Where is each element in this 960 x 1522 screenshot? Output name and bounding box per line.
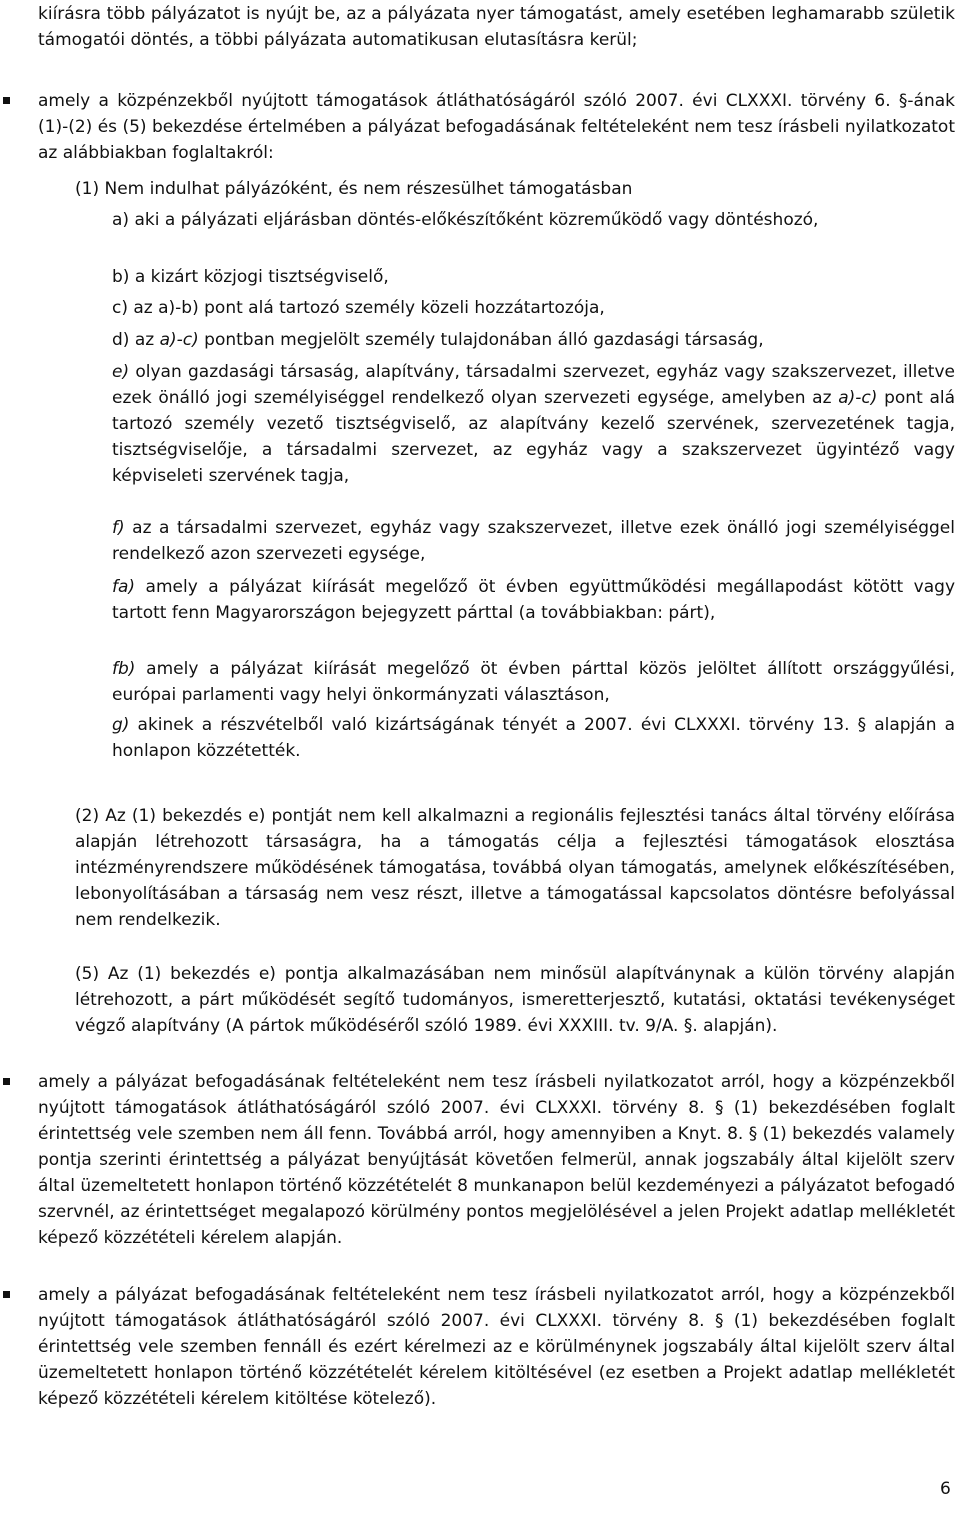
bullet-icon <box>3 1078 10 1085</box>
list-item-f <box>112 515 955 567</box>
list-item-fa-label: fa) <box>112 577 136 597</box>
list-item-fb-text <box>112 656 955 708</box>
list-item-g-body: akinek a részvételből való kizártságának tényét a 2007. évi CLXXXI. törvény 13. § alapján a honlapon közzétették. <box>112 715 955 761</box>
list-item-c <box>112 295 955 321</box>
list-item-d-post: pontban megjelölt személy tulajdonában álló gazdasági társaság, <box>198 330 764 350</box>
bullet-paragraph-1 <box>38 88 955 166</box>
list-item-f-body: az a társadalmi szervezet, egyház vagy szakszervezet, illetve ezek önálló jogi személyiséggel rendelkező azon szervezeti egysége, <box>112 518 955 564</box>
list-item-c-text: c) az a)-b) pont alá tartozó személy közeli hozzátartozója, <box>112 298 605 318</box>
page-number: 6 <box>940 1479 951 1499</box>
list-item-e-post: pont alá tartozó személy vezető tisztségviselő, az alapítvány kezelő szervének, szervezetének tagja, tisztségviselője, a társadalmi szervezet, az egyház vagy a szakszervezet ügyintéző vagy képviseleti szervének tagja, <box>112 388 955 486</box>
intro-paragraph <box>38 1 955 53</box>
list-item-e-label: e) <box>112 362 130 382</box>
list-item-f-label: f) <box>112 518 125 538</box>
list-item-e-ref: a)-c) <box>838 388 878 408</box>
list-item-f-text <box>112 515 955 567</box>
bullet-2-text: amely a pályázat befogadásának feltételeként nem tesz írásbeli nyilatkozatot arról, hogy a közpénzekből nyújtott támogatások átláthatóságáról szóló 2007. évi CLXXXI. törvény 8. § (1) bekezdésében foglalt érintettség vele szemben nem áll fenn. Továbbá arról, hogy amennyiben a Knyt. 8. § (1) bekezdés valamely pontja szerinti érintettség a pályázat benyújtását követően felmerül, annak jogszabály által kijelölt szerv által üzemeltetett honlapon történő közzétételét 8 munkanapon belül kezdeményezi a pályázatot befogadó szervnél, az érintettséget megalapozó körülmény pontos megjelölésével a jelen Projekt adatlap mellékletét képező közzétételi kérelem alapján. <box>38 1072 955 1248</box>
bullet-icon <box>3 97 10 104</box>
section-5-text: (5) Az (1) bekezdés e) pontja alkalmazásában nem minősül alapítványnak a külön törvény alapján létrehozott, a párt működését segítő tudományos, ismeretterjesztő, kutatási, oktatási tevékenységet végző alapítvány (A pártok működéséről szóló 1989. évi XXXIII. tv. 9/A. §. alapján). <box>75 964 955 1036</box>
section-2-paragraph <box>75 803 955 933</box>
section-1-heading <box>75 176 955 202</box>
list-item-g <box>112 712 955 764</box>
section-2-text: (2) Az (1) bekezdés e) pontját nem kell alkalmazni a regionális fejlesztési tanács által törvény előírása alapján létrehozott társaságra, ha a támogatás célja a fejlesztési támogatások elosztása intézményrendszere működésének támogatása, továbbá olyan támogatás, amelynek előkészítésében, lebonyolításában a társaság nem vesz részt, illetve a támogatással kapcsolatos döntésre befolyással nem rendelkezik. <box>75 806 955 930</box>
list-item-fa-text <box>112 574 955 626</box>
bullet-paragraph-2 <box>38 1069 955 1251</box>
section-1-heading-text: (1) Nem indulhat pályázóként, és nem részesülhet támogatásban <box>75 179 633 199</box>
list-item-fa <box>112 574 955 626</box>
list-item-g-text <box>112 712 955 764</box>
bullet-icon <box>3 1291 10 1298</box>
list-item-b-text: b) a kizárt közjogi tisztségviselő, <box>112 267 389 287</box>
list-item-d <box>112 327 955 353</box>
list-item-g-label: g) <box>112 715 130 735</box>
list-item-e <box>112 359 955 489</box>
list-item-fb-body: amely a pályázat kiírását megelőző öt évben párttal közös jelöltet állított országgyűlési, európai parlamenti vagy helyi önkormányzati választáson, <box>112 659 955 705</box>
list-item-fa-body: amely a pályázat kiírását megelőző öt évben együttműködési megállapodást kötött vagy tartott fenn Magyarországon bejegyzett párttal (a továbbiakban: párt), <box>112 577 955 623</box>
list-item-fb <box>112 656 955 708</box>
list-item-d-text <box>112 327 955 353</box>
list-item-a-text: a) aki a pályázati eljárásban döntés-előkészítőként közreműködő vagy döntéshozó, <box>112 210 819 230</box>
list-item-fb-label: fb) <box>112 659 136 679</box>
bullet-1-text: amely a közpénzekből nyújtott támogatások átláthatóságáról szóló 2007. évi CLXXXI. törvény 6. §-ának (1)-(2) és (5) bekezdése értelmében a pályázat befogadásának feltételeként nem tesz írásbeli nyilatkozatot az alábbiakban foglaltakról: <box>38 91 955 163</box>
list-item-a <box>112 207 955 233</box>
intro-text: kiírásra több pályázatot is nyújt be, az a pályázata nyer támogatást, amely esetében leghamarabb születik támogatói döntés, a többi pályázata automatikusan elutasításra kerül; <box>38 4 955 50</box>
list-item-e-pre: olyan gazdasági társaság, alapítvány, társadalmi szervezet, egyház vagy szakszervezet, illetve ezek önálló jogi személyiséggel rendelkező olyan szervezeti egysége, amelyben az <box>112 362 955 408</box>
list-item-b <box>112 264 955 290</box>
bullet-3-text: amely a pályázat befogadásának feltételeként nem tesz írásbeli nyilatkozatot arról, hogy a közpénzekből nyújtott támogatások átláthatóságáról szóló 2007. évi CLXXXI. törvény 8. § (1) bekezdésében foglalt érintettség vele szemben fennáll és ezért kérelmezi az e körülménynek jogszabály által kijelölt szerv által üzemeltetett honlapon történő közzétételét kérelem kitöltésével (ez esetben a Projekt adatlap mellékletét képező közzétételi kérelem kitöltése kötelező). <box>38 1285 955 1409</box>
section-5-paragraph <box>75 961 955 1039</box>
list-item-e-text <box>112 359 955 489</box>
list-item-d-pre: d) az <box>112 330 160 350</box>
bullet-paragraph-3 <box>38 1282 955 1412</box>
list-item-d-ref: a)-c) <box>159 330 199 350</box>
